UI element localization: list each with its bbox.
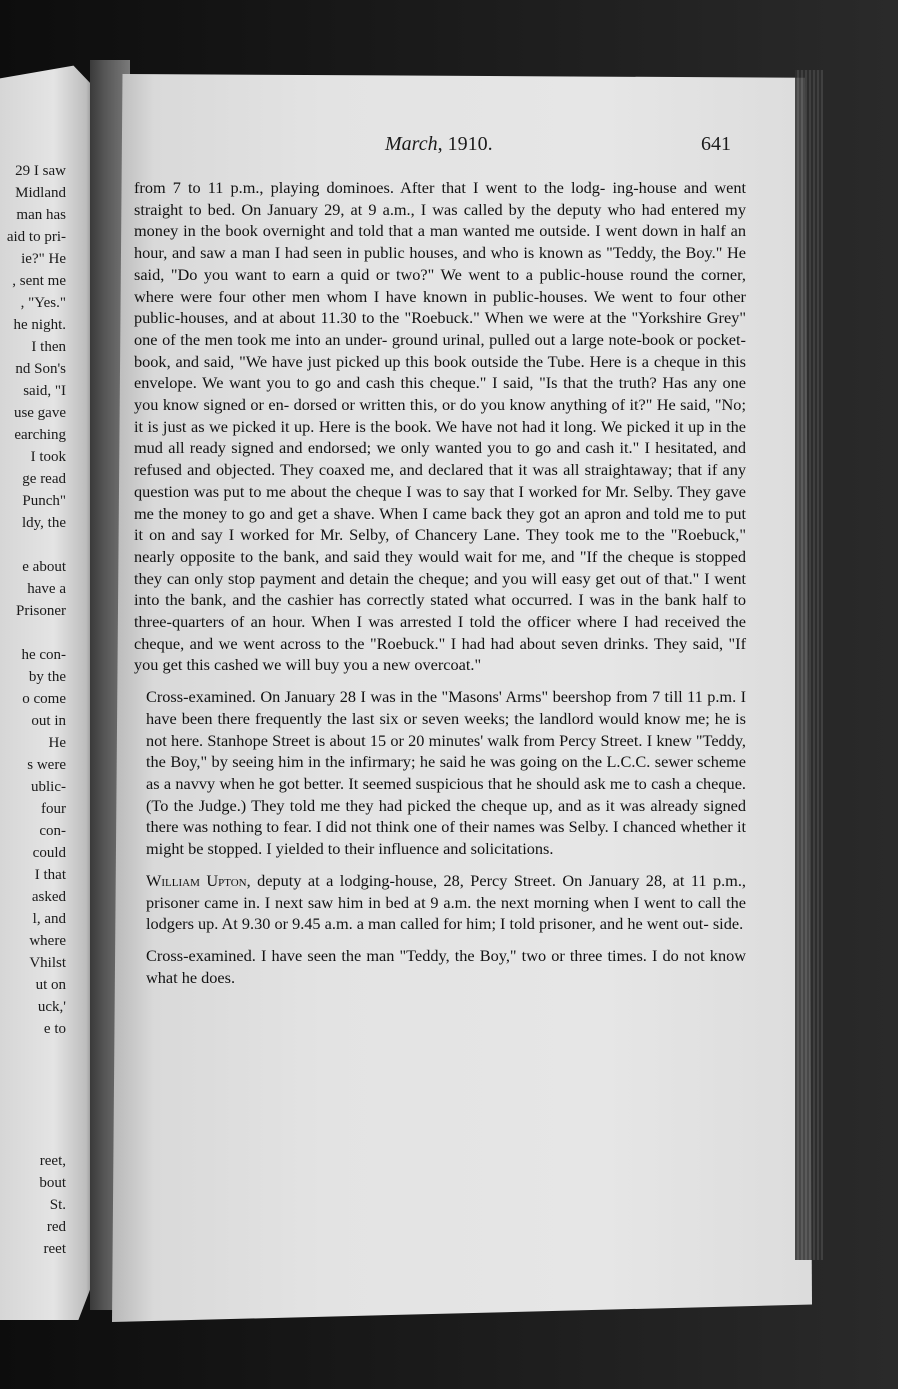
line: 9 a.m. the next morning when I went to call the lodgers up. At 9.30 (146, 892, 746, 934)
margin-fragment: St. (49, 1197, 66, 1213)
page-edges (795, 70, 823, 1260)
margin-fragment: could (32, 845, 66, 861)
line: and saw a man I had seen in public houses, and who is known as (171, 243, 602, 263)
margin-fragment: aid to pri- (6, 229, 66, 245)
margin-fragment: ge read (22, 471, 66, 487)
margin-fragment: ie?" He (21, 251, 66, 267)
line: and told that a man wanted me outside. I went down in half an hour, (134, 221, 746, 263)
line: that if any question was put to me about the cheque I was to say that (134, 460, 747, 501)
margin-fragment (0, 1040, 66, 1062)
margin-fragment: reet (43, 1241, 66, 1257)
margin-fragment: I that (34, 867, 66, 883)
line: had it long. We picked it up in the mud all ready signed and endorsed; (134, 416, 746, 458)
line: Cross-examined. I have seen the man "Teddy, the Boy," two or (146, 945, 565, 965)
margin-fragment: have a (27, 581, 66, 597)
line: ground urinal, pulled out a large note-book or pocket-book, and said, (134, 329, 746, 371)
line: I said, "Is that the truth? Has any one you know signed or en- (134, 373, 746, 415)
margin-fragment: Vhilst (29, 955, 66, 971)
margin-fragment: reet, (39, 1153, 66, 1169)
margin-fragment: s were (27, 757, 66, 773)
line: their names was Selby. I chanced whether it might be stopped. I (146, 817, 747, 859)
line: side. (712, 914, 744, 934)
line: wait for me, and "If the cheque is stopped they can only stop payment (134, 546, 746, 588)
line: three times. I do not know what he does. (146, 945, 746, 987)
witness-name: William Upton (146, 870, 247, 890)
margin-fragment: l, and (32, 911, 66, 927)
margin-fragment: ublic- (31, 779, 66, 795)
margin-fragment: I then (31, 339, 66, 355)
line: Stanhope Street is about 15 or 20 minutes' walk from Percy Street. (207, 730, 643, 750)
margin-fragment: he night. (13, 317, 66, 333)
line: were at the "Yorkshire Grey" one of the men took me into an under- (134, 308, 746, 349)
margin-fragment: con- (39, 823, 66, 839)
margin-fragment: uck,' (37, 999, 66, 1015)
line: on and say I worked for Mr. Selby, of Chancery Lane. They took me (149, 525, 621, 545)
margin-fragment: he con- (21, 647, 66, 663)
line: objected. They coaxed me, and declared that it was all straightaway; (215, 460, 673, 480)
margin-fragment: 29 I saw (15, 163, 66, 179)
margin-fragment: nd Son's (15, 361, 66, 377)
paragraph-testimony (134, 177, 746, 676)
margin-fragment (0, 1084, 66, 1106)
margin-fragment: four (41, 801, 66, 817)
margin-fragment: e about (22, 559, 66, 575)
margin-fragment: man has (16, 207, 66, 223)
page-number: 641 (701, 133, 731, 155)
margin-fragment: e to (43, 1021, 66, 1037)
line: public-houses, and at about 11.30 to the "Roebuck." When we (134, 308, 548, 328)
line: went across to the "Roebuck." I had had about seven drinks. They (243, 633, 688, 653)
line: called by the deputy who had entered my money in the book overnight (134, 199, 746, 241)
margin-fragment: earching (14, 427, 66, 443)
line: was already signed there was nothing to fear. I did not think one of (146, 795, 747, 837)
running-head-month: March (385, 133, 438, 155)
left-page-text-fragments (0, 160, 66, 1260)
line: six or seven weeks; the landlord would know me; he is not here. (146, 708, 747, 750)
line: from 7 to 11 p.m., playing dominoes. After that I went to the lodg- (134, 178, 606, 197)
margin-fragment (0, 534, 66, 556)
line: ing-house and went straight to bed. On January 29, at 9 a.m., I was (134, 178, 746, 219)
margin-fragment: , "Yes." (20, 295, 66, 311)
line: , deputy at a lodging-house, 28, Percy Street. On (246, 870, 583, 890)
running-head-year: 1910. (447, 133, 493, 155)
line: I knew "Teddy, the Boy," by seeing him in the infirmary; he said he (146, 730, 746, 772)
margin-fragment: o come (22, 691, 66, 707)
margin-fragment (0, 622, 66, 644)
line: said, "If you get this cashed we will buy you a new overcoat." (134, 633, 747, 675)
line: "Teddy, the Boy." He said, "Do you want to earn a quid or two?" (134, 243, 747, 284)
line: arrested I told the officer where I had received the cheque, and we (134, 612, 746, 653)
line: We went to a public-house round the corner, where were four other (134, 264, 746, 306)
paragraph-cross-examination (134, 686, 746, 860)
paragraph-witness-testimony (134, 870, 746, 935)
margin-fragment: I took (30, 449, 66, 465)
line: to the "Roebuck," nearly opposite to the bank, and said they would (134, 525, 746, 566)
line: I was in the bank half to three-quarters of an hour. When I was (134, 590, 746, 632)
margin-fragment: He (48, 735, 66, 751)
line: January 28, at 11 p.m., prisoner came in. I next saw him in bed at (146, 870, 746, 912)
line: "No; it is just as we picked it up. Here is the book. We have not (134, 395, 746, 436)
margin-fragment: Prisoner (16, 603, 66, 619)
line: the Judge.) They told me they had picked the cheque up, and as it (173, 795, 615, 815)
margin-fragment: bout (39, 1175, 66, 1191)
margin-fragment: asked (31, 889, 66, 905)
margin-fragment (0, 1128, 66, 1150)
margin-fragment: use gave (13, 405, 66, 421)
running-head: March, 1910. (385, 133, 493, 155)
line: yielded to their influence and solicitations. (275, 839, 554, 859)
margin-fragment (0, 1106, 66, 1128)
line: dorsed or written this, or do you know anything of it?" He said, (293, 395, 711, 415)
margin-fragment: ut on (35, 977, 66, 993)
margin-fragment: out in (31, 713, 66, 729)
body-text (134, 177, 746, 988)
line: Cross-examined. On January 28 I was in the "Masons' Arms" (146, 687, 549, 707)
margin-fragment: Midland (15, 185, 66, 201)
line: and detain the cheque; and you will easy get out of that." I went (320, 568, 746, 588)
line: I worked for Mr. Selby. They gave me the money to go and get a (134, 481, 746, 523)
margin-fragment: red (46, 1219, 66, 1235)
margin-fragment: said, "I (23, 383, 66, 399)
line: men whom I have known in public-houses. We went to four other (292, 286, 746, 306)
paragraph-cross-examination-2 (134, 945, 746, 988)
line: or 9.45 a.m. a man called for him; I told prisoner, and he went out- (274, 914, 709, 934)
line: shave. When I came back they got an apron and told me to put it (134, 503, 747, 545)
page-header (130, 133, 770, 157)
margin-fragment: Punch" (22, 493, 66, 509)
margin-fragment: ldy, the (21, 515, 66, 531)
margin-fragment: where (29, 933, 66, 949)
line: It seemed suspicious that he should ask me to cash a cheque. (To (146, 773, 746, 815)
line: cheque in this envelope. We want you to go and cash this cheque." (134, 351, 746, 393)
margin-fragment: by the (28, 669, 66, 685)
line: into the bank, and the cashier has correctly stated what occurred. (134, 590, 573, 610)
margin-fragment (0, 1062, 66, 1084)
line: we only wanted you to go and cash it." I hesitated, and refused and (134, 438, 746, 480)
line: "We have just picked up this book outside the Tube. Here is a (239, 351, 650, 371)
line: was going on the L.C.C. sewer scheme as a navvy when he got better. (146, 752, 746, 793)
line: beershop from 7 till 11 p.m. I have been there frequently the last (146, 687, 747, 728)
margin-fragment: , sent me (12, 273, 66, 289)
